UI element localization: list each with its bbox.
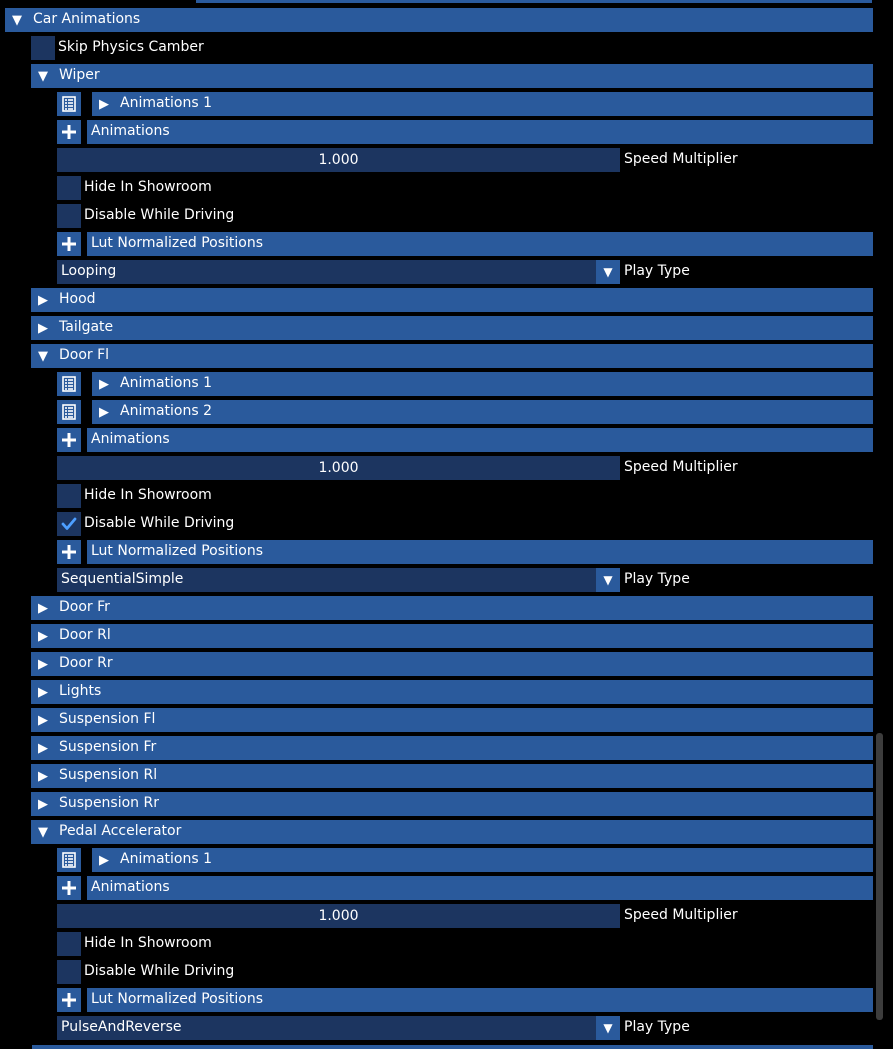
pedal-accelerator-play-type-value: PulseAndReverse xyxy=(61,1019,182,1035)
collapsed-arrow-icon[interactable]: ▶ xyxy=(99,376,109,392)
door-rl-header[interactable] xyxy=(31,624,873,648)
collapsed-arrow-icon[interactable]: ▶ xyxy=(38,628,48,644)
wiper-play-type-value: Looping xyxy=(61,263,117,279)
expanded-arrow-icon[interactable]: ▼ xyxy=(12,12,22,28)
skip-physics-camber-label: Skip Physics Camber xyxy=(58,39,204,55)
door-fl-play-type-select[interactable] xyxy=(57,568,620,592)
door-fl-play-type-value: SequentialSimple xyxy=(61,571,184,587)
wiper-lut-normalized-positions-bar[interactable] xyxy=(87,232,873,256)
suspension-fr-header-label: Suspension Fr xyxy=(59,739,157,755)
wiper-lut-normalized-positions-label: Lut Normalized Positions xyxy=(91,235,264,251)
door-rl-header-label: Door Rl xyxy=(59,627,111,643)
suspension-fr-header[interactable] xyxy=(31,736,873,760)
plus-icon[interactable] xyxy=(57,120,81,144)
wiper-animations-label: Animations xyxy=(91,123,170,139)
lights-header[interactable] xyxy=(31,680,873,704)
collapsed-arrow-icon[interactable]: ▶ xyxy=(38,684,48,700)
dropdown-arrow-icon[interactable]: ▼ xyxy=(596,568,620,592)
pedal-accelerator-animations-1-label: Animations 1 xyxy=(120,851,213,867)
list-icon[interactable] xyxy=(57,400,81,424)
tailgate-header-label: Tailgate xyxy=(59,319,114,335)
pedal-accelerator-animations-bar[interactable] xyxy=(87,876,873,900)
pedal-accelerator-disable-while-driving-label: Disable While Driving xyxy=(84,963,235,979)
skip-physics-camber-checkbox[interactable] xyxy=(31,36,55,60)
collapsed-arrow-icon[interactable]: ▶ xyxy=(99,404,109,420)
pedal-accelerator-header-label: Pedal Accelerator xyxy=(59,823,182,839)
collapsed-arrow-icon[interactable]: ▶ xyxy=(38,768,48,784)
door-rr-header[interactable] xyxy=(31,652,873,676)
car-animations-header-label: Car Animations xyxy=(33,11,141,27)
door-fl-lut-normalized-positions-bar[interactable] xyxy=(87,540,873,564)
wiper-play-type-select[interactable] xyxy=(57,260,620,284)
hood-header[interactable] xyxy=(31,288,873,312)
door-fr-header-label: Door Fr xyxy=(59,599,110,615)
collapsed-arrow-icon[interactable]: ▶ xyxy=(99,96,109,112)
door-fl-play-type-label: Play Type xyxy=(624,571,690,587)
wiper-animations-1-label: Animations 1 xyxy=(120,95,213,111)
collapsed-arrow-icon[interactable]: ▶ xyxy=(38,292,48,308)
door-rr-header-label: Door Rr xyxy=(59,655,113,671)
door-fl-disable-while-driving-label: Disable While Driving xyxy=(84,515,235,531)
suspension-rr-header[interactable] xyxy=(31,792,873,816)
pedal-accelerator-disable-while-driving-checkbox[interactable] xyxy=(57,960,81,984)
wiper-speed-multiplier-label: Speed Multiplier xyxy=(624,151,738,167)
expanded-arrow-icon[interactable]: ▼ xyxy=(38,348,48,364)
wiper-hide-in-showroom-label: Hide In Showroom xyxy=(84,179,212,195)
tailgate-header[interactable] xyxy=(31,316,873,340)
list-icon[interactable] xyxy=(57,848,81,872)
plus-icon[interactable] xyxy=(57,988,81,1012)
door-fl-header-label: Door Fl xyxy=(59,347,110,363)
door-fl-disable-while-driving-checkbox[interactable] xyxy=(57,512,81,536)
door-fl-speed-multiplier-label: Speed Multiplier xyxy=(624,459,738,475)
wiper-animations-bar[interactable] xyxy=(87,120,873,144)
pedal-accelerator-header[interactable] xyxy=(31,820,873,844)
door-fl-animations-bar[interactable] xyxy=(87,428,873,452)
pedal-accelerator-animations-1[interactable] xyxy=(92,848,873,872)
door-fl-hide-in-showroom-label: Hide In Showroom xyxy=(84,487,212,503)
scrollbar[interactable] xyxy=(876,733,883,1020)
expanded-arrow-icon[interactable]: ▼ xyxy=(38,824,48,840)
wiper-hide-in-showroom-checkbox[interactable] xyxy=(57,176,81,200)
list-icon[interactable] xyxy=(57,92,81,116)
next-section-edge xyxy=(32,1045,873,1049)
door-fl-animations-1-label: Animations 1 xyxy=(120,375,213,391)
pedal-accelerator-lut-normalized-positions-bar[interactable] xyxy=(87,988,873,1012)
door-fl-speed-multiplier-input[interactable]: 1.000 xyxy=(57,456,620,480)
door-fl-animations-2-label: Animations 2 xyxy=(120,403,213,419)
pedal-accelerator-speed-multiplier-label: Speed Multiplier xyxy=(624,907,738,923)
suspension-rl-header-label: Suspension Rl xyxy=(59,767,158,783)
wiper-animations-1[interactable] xyxy=(92,92,873,116)
suspension-fl-header-label: Suspension Fl xyxy=(59,711,156,727)
lights-header-label: Lights xyxy=(59,683,102,699)
collapsed-arrow-icon[interactable]: ▶ xyxy=(38,600,48,616)
collapsed-arrow-icon[interactable]: ▶ xyxy=(38,320,48,336)
door-fr-header[interactable] xyxy=(31,596,873,620)
pedal-accelerator-hide-in-showroom-label: Hide In Showroom xyxy=(84,935,212,951)
plus-icon[interactable] xyxy=(57,428,81,452)
door-fl-lut-normalized-positions-label: Lut Normalized Positions xyxy=(91,543,264,559)
plus-icon[interactable] xyxy=(57,876,81,900)
collapsed-arrow-icon[interactable]: ▶ xyxy=(38,796,48,812)
suspension-fl-header[interactable] xyxy=(31,708,873,732)
wiper-header[interactable] xyxy=(31,64,873,88)
collapsed-arrow-icon[interactable]: ▶ xyxy=(38,712,48,728)
pedal-accelerator-animations-label: Animations xyxy=(91,879,170,895)
wiper-disable-while-driving-label: Disable While Driving xyxy=(84,207,235,223)
expanded-arrow-icon[interactable]: ▼ xyxy=(38,68,48,84)
check-icon xyxy=(60,515,78,533)
collapsed-arrow-icon[interactable]: ▶ xyxy=(38,740,48,756)
plus-icon[interactable] xyxy=(57,540,81,564)
car-animations-header[interactable] xyxy=(5,8,873,32)
wiper-play-type-label: Play Type xyxy=(624,263,690,279)
door-fl-header[interactable] xyxy=(31,344,873,368)
dropdown-arrow-icon[interactable]: ▼ xyxy=(596,260,620,284)
hood-header-label: Hood xyxy=(59,291,96,307)
suspension-rl-header[interactable] xyxy=(31,764,873,788)
previous-section-edge xyxy=(196,0,872,3)
pedal-accelerator-hide-in-showroom-checkbox[interactable] xyxy=(57,932,81,956)
list-icon[interactable] xyxy=(57,372,81,396)
suspension-rr-header-label: Suspension Rr xyxy=(59,795,159,811)
door-fl-animations-1[interactable] xyxy=(92,372,873,396)
wiper-header-label: Wiper xyxy=(59,67,100,83)
pedal-accelerator-speed-multiplier-input[interactable]: 1.000 xyxy=(57,904,620,928)
pedal-accelerator-play-type-label: Play Type xyxy=(624,1019,690,1035)
door-fl-animations-label: Animations xyxy=(91,431,170,447)
collapsed-arrow-icon[interactable]: ▶ xyxy=(38,656,48,672)
pedal-accelerator-play-type-select[interactable] xyxy=(57,1016,620,1040)
collapsed-arrow-icon[interactable]: ▶ xyxy=(99,852,109,868)
wiper-disable-while-driving-checkbox[interactable] xyxy=(57,204,81,228)
pedal-accelerator-lut-normalized-positions-label: Lut Normalized Positions xyxy=(91,991,264,1007)
wiper-speed-multiplier-input[interactable]: 1.000 xyxy=(57,148,620,172)
door-fl-hide-in-showroom-checkbox[interactable] xyxy=(57,484,81,508)
door-fl-animations-2[interactable] xyxy=(92,400,873,424)
dropdown-arrow-icon[interactable]: ▼ xyxy=(596,1016,620,1040)
plus-icon[interactable] xyxy=(57,232,81,256)
